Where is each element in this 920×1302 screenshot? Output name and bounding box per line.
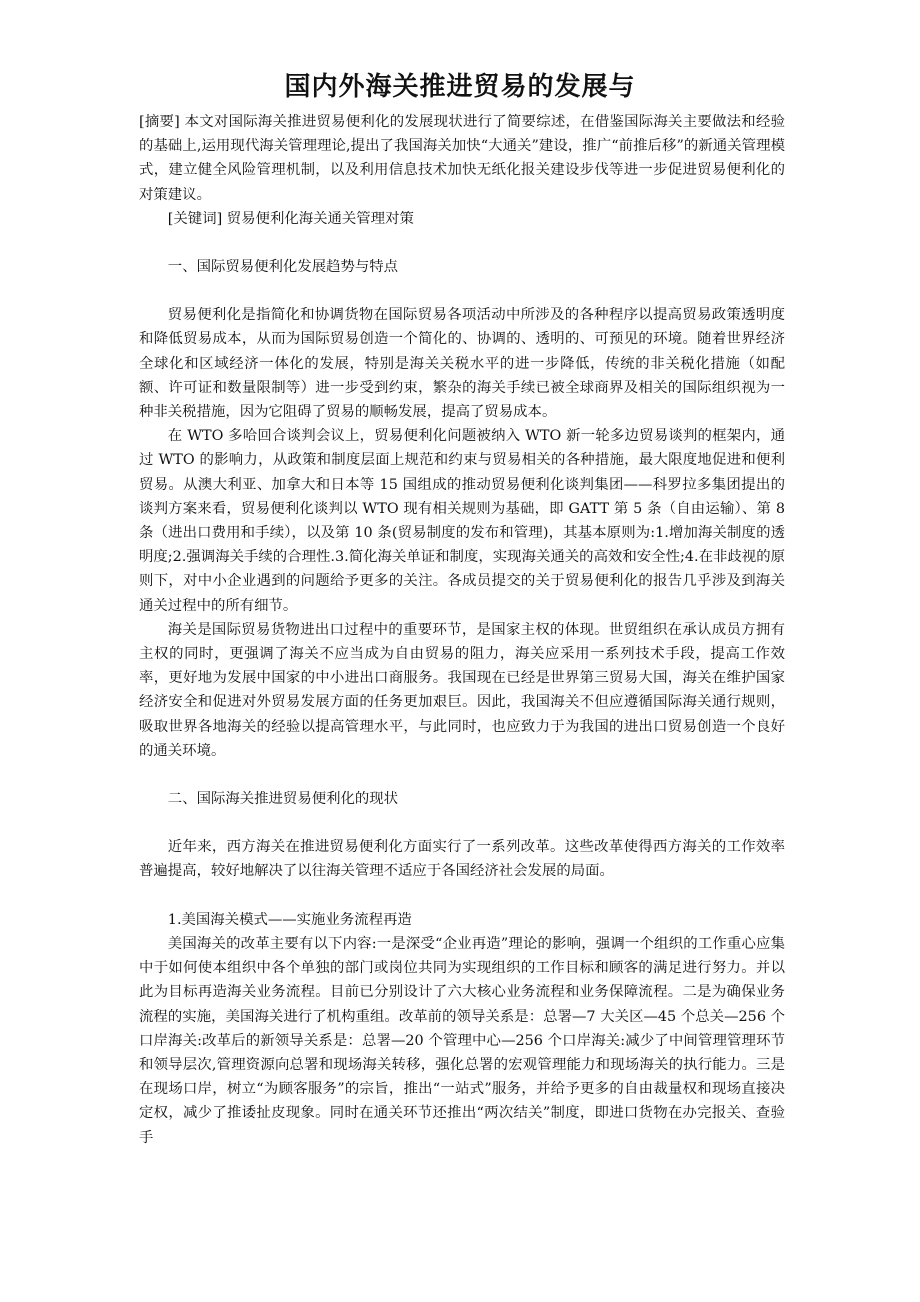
section2-subheading: 1.美国海关模式——实施业务流程再造 xyxy=(167,911,412,928)
section1-paragraph: 在 WTO 多哈回合谈判会议上，贸易便利化问题被纳入 WTO 新一轮多边贸易谈判的框架内，通过 WTO 的影响力，从政策和制度层面上规范和约束与贸易相关的各种措施，最大限度地促进和便利贸易。从澳大利亚、加拿大和日本等 15 国组成的推动贸易便利化谈判集团——科罗拉多集团提出的谈判方案来看，贸易便利化谈判以 WTO 现有相关规则为基础，即 GATT 第 5 条（自由运输）、第 8 条（进出口费用和手续），以及第 10 条(贸易制度的发布和管理)，其基本原则为:1.增加海关制度的透明度;2.强调海关手续的合理性.3.简化海关单证和制度，实现海关通关的高效和安全性;4.在非歧视的原则下，对中小企业遇到的问题给予更多的关注。各成员提交的关于贸易便利化的报告几乎涉及到海关通关过程中的所有细节。 xyxy=(139,428,785,614)
blank-line xyxy=(139,811,785,835)
blank-line xyxy=(139,279,785,303)
document-title: 国内外海关推进贸易的发展与 xyxy=(284,72,636,102)
section1-paragraph: 海关是国际贸易货物进出口过程中的重要环节，是国家主权的体现。世贸组织在承认成员方拥有主权的同时，更强调了海关不应当成为自由贸易的阻力，海关应采用一系列技术手段，提高工作效率，更好地为发展中国家的中小进出口商服务。我国现在已经是世界第三贸易大国，海关在维护国家经济安全和促进对外贸易发展方面的任务更加艰巨。因此，我国海关不但应遵循国际海关通行规则，吸取世界各地海关的经验以提高管理水平，与此同时，也应致力于为我国的进出口贸易创造一个良好的通关环境。 xyxy=(139,621,785,759)
section2-heading: 二、国际海关推进贸易便利化的现状 xyxy=(167,791,399,808)
section1-paragraph: 贸易便利化是指简化和协调货物在国际贸易各项活动中所涉及的各种程序以提高贸易政策透明度和降低贸易成本，从而为国际贸易创造一个简化的、协调的、透明的、可预见的环境。随着世界经济全球化和区域经济一体化的发展，特别是海关关税水平的进一步降低，传统的非关税化措施（如配额、许可证和数量限制等）进一步受到约束，繁杂的海关手续已被全球商界及相关的国际组织视为一种非关税措施，因为它阻碍了贸易的顺畅发展，提高了贸易成本。 xyxy=(139,307,785,421)
document-body xyxy=(139,110,785,1150)
blank-line xyxy=(139,763,785,787)
section1-heading: 一、国际贸易便利化发展趋势与特点 xyxy=(167,259,399,276)
blank-line xyxy=(139,884,785,908)
section2-intro-paragraph: 近年来，西方海关在推进贸易便利化方面实行了一系列改革。这些改革使得西方海关的工作效率普遍提高，较好地解决了以往海关管理不适应于各国经济社会发展的局面。 xyxy=(139,839,785,880)
section2-paragraph: 美国海关的改革主要有以下内容:一是深受“企业再造”理论的影响，强调一个组织的工作重心应集中于如何使本组织中各个单独的部门或岗位共同为实现组织的工作目标和顾客的满足进行努力。并以此为目标再造海关业务流程。目前已分别设计了六大核心业务流程和业务保障流程。二是为确保业务流程的实施，美国海关进行了机构重组。改革前的领导关系是：总署—7 大关区—45 个总关—256 个口岸海关:改革后的新领导关系是：总署—20 个管理中心—256 个口岸海关:减少了中间管理管理环节和领导层次,管理资源向总署和现场海关转移，强化总署的宏观管理能力和现场海关的执行能力。三是在现场口岸，树立“为顾客服务”的宗旨，推出“一站式”服务，并给予更多的自由裁量权和现场直接决定权，减少了推诿扯皮现象。同时在通关环节还推出“两次结关”制度，即进口货物在办完报关、查验手 xyxy=(139,935,785,1146)
keywords-line: [关键词] 贸易便利化海关通关管理对策 xyxy=(167,210,414,227)
blank-line xyxy=(139,231,785,255)
abstract-paragraph: [摘要] 本文对国际海关推进贸易便利化的发展现状进行了简要综述，在借鉴国际海关主要做法和经验的基础上,运用现代海关管理理论,提出了我国海关加快“大通关”建设，推广“前推后移”的新通关管理模式，建立健全风险管理机制，以及利用信息技术加快无纸化报关建设步伐等进一步促进贸易便利化的对策建议。 xyxy=(139,114,785,203)
